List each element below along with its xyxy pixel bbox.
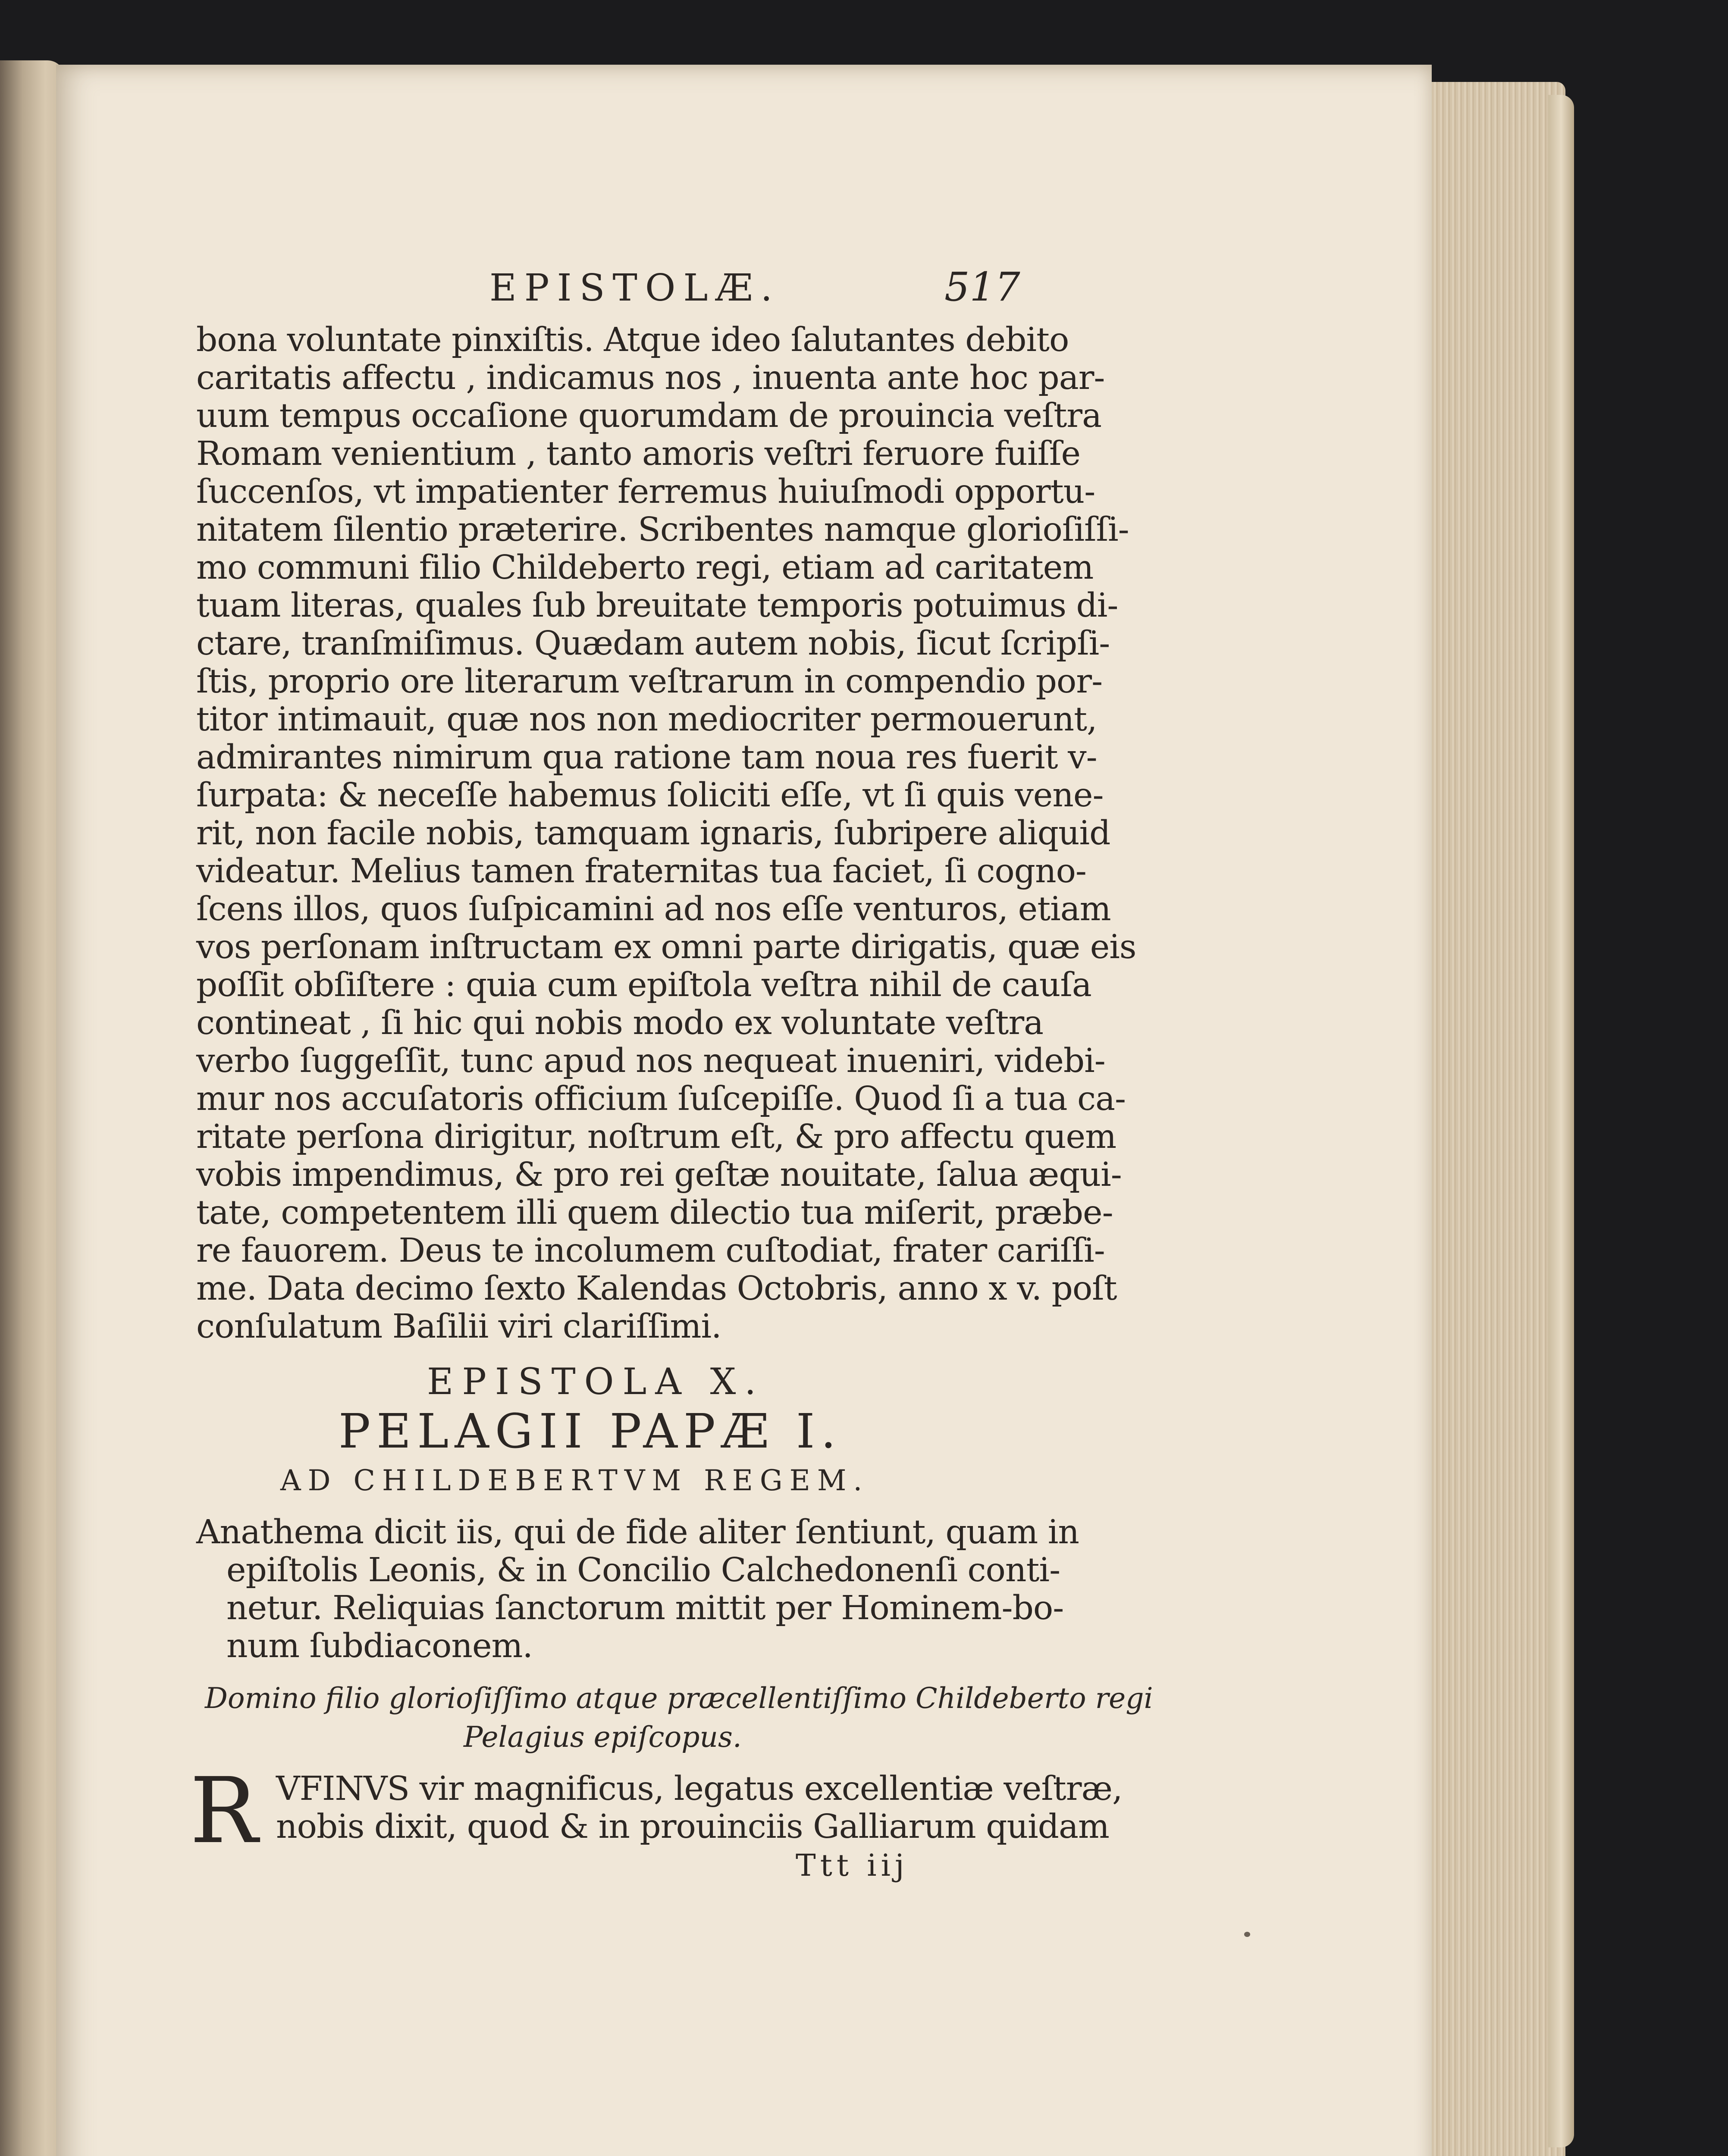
summary-line: num ſubdiaconem. bbox=[226, 1627, 533, 1665]
body-line: ſcens illos, quos ſuſpicamini ad nos eſſe venturos, etiam bbox=[196, 890, 1111, 928]
opening-line: VFINVS vir magnificus, legatus excellentiæ veſtræ, bbox=[276, 1770, 1123, 1808]
body-line: re fauorem. Deus te incolumem cuſtodiat, frater cariſſi- bbox=[196, 1232, 1105, 1270]
body-line: titor intimauit, quæ nos non mediocriter permouerunt, bbox=[196, 700, 1097, 739]
body-line: ſuccenſos, vt impatienter ferremus huiuſmodi opportu- bbox=[196, 473, 1095, 511]
summary-line: epiſtolis Leonis, & in Concilio Calchedonenſi conti- bbox=[226, 1551, 1060, 1589]
binding-board-edge bbox=[1548, 95, 1574, 2147]
opening-line: nobis dixit, quod & in prouinciis Galliarum quidam bbox=[276, 1808, 1109, 1846]
epistle-recipient-heading: AD CHILDEBERTVM REGEM. bbox=[280, 1464, 869, 1497]
running-head: EPISTOLÆ. bbox=[489, 266, 780, 310]
body-line: vobis impendimus, & pro rei geſtæ nouitate, ſalua æqui- bbox=[196, 1156, 1122, 1194]
body-line: me. Data decimo ſexto Kalendas Octobris, anno x v. poſt bbox=[196, 1269, 1117, 1308]
body-line: ctare, tranſmiſimus. Quædam autem nobis, ſicut ſcripſi- bbox=[196, 624, 1110, 663]
body-line: Romam venientium , tanto amoris veſtri feruore fuiſſe bbox=[196, 435, 1081, 473]
body-line: admirantes nimirum qua ratione tam noua res fuerit v- bbox=[196, 738, 1097, 777]
body-line: vos perſonam inſtructam ex omni parte dirigatis, quæ eis bbox=[196, 928, 1136, 966]
page-block-fore-edge bbox=[1414, 82, 1565, 2156]
body-line: tate, competentem illi quem dilectio tua miſerit, præbe- bbox=[196, 1194, 1113, 1232]
body-line: ſurpata: & neceſſe habemus ſoliciti eſſe, vt ſi quis vene- bbox=[196, 776, 1104, 815]
body-line: rit, non facile nobis, tamquam ignaris, ſubripere aliquid bbox=[196, 814, 1110, 852]
ink-speck bbox=[1244, 1932, 1250, 1937]
signature-mark: Ttt iij bbox=[796, 1848, 909, 1883]
page-number: 517 bbox=[944, 264, 1020, 310]
body-line: mur nos accuſatoris officium ſuſcepiſſe. Quod ſi a tua ca- bbox=[196, 1080, 1126, 1118]
body-line: tuam literas, quales ſub breuitate temporis potuimus di- bbox=[196, 586, 1118, 625]
body-line: contineat , ſi hic qui nobis modo ex voluntate veſtra bbox=[196, 1004, 1044, 1042]
body-line: conſulatum Baſilii viri clariſſimi. bbox=[196, 1307, 721, 1346]
body-line: videatur. Melius tamen fraternitas tua faciet, ſi cogno- bbox=[196, 852, 1086, 890]
body-line: caritatis affectu , indicamus nos , inuenta ante hoc par- bbox=[196, 359, 1105, 397]
body-line: ritate perſona dirigitur, noſtrum eſt, & pro affectu quem bbox=[196, 1118, 1116, 1156]
body-line: verbo ſuggeſſit, tunc apud nos nequeat inueniri, videbi- bbox=[196, 1042, 1105, 1080]
summary-line: netur. Reliquias ſanctorum mittit per Hominem-bo- bbox=[226, 1589, 1064, 1627]
body-line: uum tempus occaſione quorumdam de prouincia veſtra bbox=[196, 397, 1102, 435]
body-line: ſtis, proprio ore literarum veſtrarum in compendio por- bbox=[196, 662, 1103, 701]
left-facing-page-edge bbox=[0, 60, 65, 2156]
body-line: mo communi filio Childeberto regi, etiam ad caritatem bbox=[196, 548, 1094, 587]
salutation-line: Pelagius epiſcopus. bbox=[464, 1720, 742, 1754]
epistle-number-heading: EPISTOLA X. bbox=[427, 1360, 765, 1403]
body-line: nitatem ſilentio præterire. Scribentes namque glorioſiſſi- bbox=[196, 511, 1129, 549]
epistle-author-heading: PELAGII PAPÆ I. bbox=[339, 1404, 842, 1459]
summary-line: Anathema dicit iis, qui de fide aliter ſentiunt, quam in bbox=[196, 1513, 1079, 1551]
body-line: bona voluntate pinxiſtis. Atque ideo ſalutantes debito bbox=[196, 321, 1069, 359]
body-line: poſſit obſiſtere : quia cum epiſtola veſtra nihil de cauſa bbox=[196, 966, 1091, 1004]
salutation-line: Domino filio glorioſiſſimo atque præcellentiſſimo Childeberto regi bbox=[205, 1682, 1153, 1715]
drop-cap-initial: R bbox=[190, 1758, 258, 1864]
